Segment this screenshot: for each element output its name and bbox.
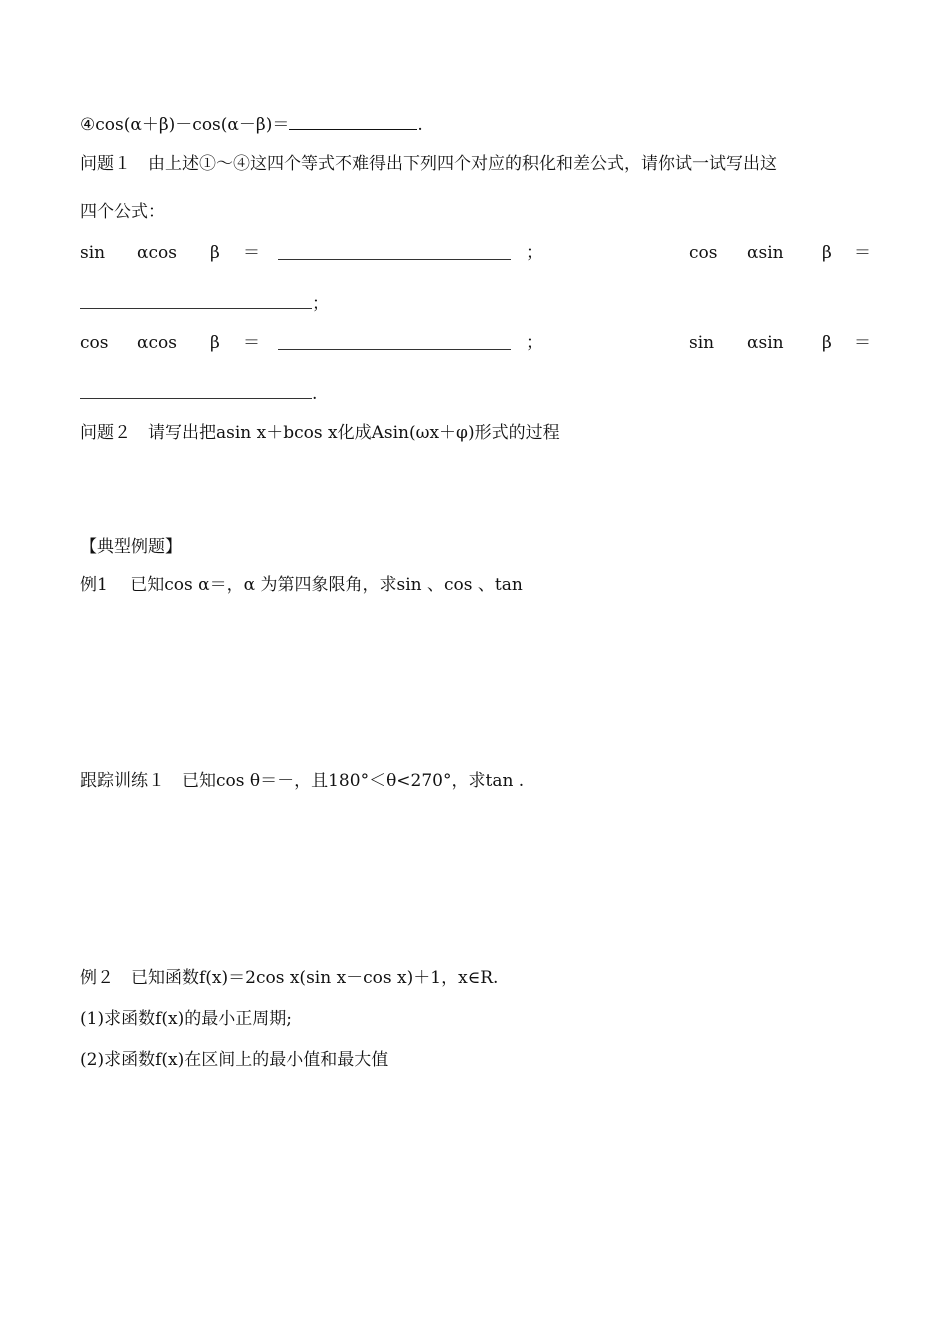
example-2: 例２ 已知函数f(x)＝2cos x(sin x－cos x)＋1，x∈R. <box>80 968 499 988</box>
training-1: 跟踪训练１ 已知cos θ＝－，且180°＜θ<270°，求tan . <box>80 771 525 791</box>
f1-alpha-cos: αcos <box>137 243 177 263</box>
f1-beta: β <box>210 243 220 263</box>
f2-cos: cos <box>689 243 718 263</box>
formula-row-1 <box>80 242 870 264</box>
formula-4-end: . <box>417 115 423 135</box>
f1-answer-blank[interactable] <box>278 242 511 260</box>
f1-eq: ＝ <box>243 243 260 263</box>
f4-answer-blank[interactable] <box>80 381 312 399</box>
example-1: 例1 已知cos α＝，α 为第四象限角，求sin 、cos 、tan <box>80 575 523 595</box>
f4-beta: β <box>822 333 832 353</box>
formula-row-2 <box>80 332 870 354</box>
f4-answer-line <box>80 381 317 405</box>
f2-answer-blank[interactable] <box>80 291 312 309</box>
f2-eq: ＝ <box>854 243 871 263</box>
f4-eq: ＝ <box>854 333 871 353</box>
f3-eq: ＝ <box>243 333 260 353</box>
f1-sin: sin <box>80 243 106 263</box>
question-1-line-2: 四个公式： <box>80 202 165 222</box>
f2-alpha-sin: αsin <box>747 243 784 263</box>
f3-cos: cos <box>80 333 109 353</box>
f3-answer-blank[interactable] <box>278 332 511 350</box>
f2-beta: β <box>822 243 832 263</box>
f1-separator: ； <box>526 243 543 263</box>
answer-blank[interactable] <box>289 112 417 130</box>
f3-beta: β <box>210 333 220 353</box>
f2-end: ； <box>312 294 329 314</box>
example-2-part-1: (1)求函数f(x)的最小正周期; <box>80 1009 292 1029</box>
example-2-part-2: (2)求函数f(x)在区间上的最小值和最大值 <box>80 1050 389 1070</box>
section-title: 【典型例题】 <box>80 537 182 557</box>
f4-sin: sin <box>689 333 715 353</box>
formula-4-line <box>80 112 423 136</box>
question-2: 问题２ 请写出把asin x＋bcos x化成Asin(ωx＋φ)形式的过程 <box>80 423 560 443</box>
f4-end: . <box>312 384 318 404</box>
f4-alpha-sin: αsin <box>747 333 784 353</box>
f3-alpha-cos: αcos <box>137 333 177 353</box>
question-1-line-1: 问题１ 由上述①～④这四个等式不难得出下列四个对应的积化和差公式，请你试一试写出这 <box>80 154 777 174</box>
f2-answer-line <box>80 291 329 315</box>
formula-4-text: ④cos(α＋β)－cos(α－β)＝ <box>80 115 290 135</box>
f3-separator: ； <box>526 333 543 353</box>
